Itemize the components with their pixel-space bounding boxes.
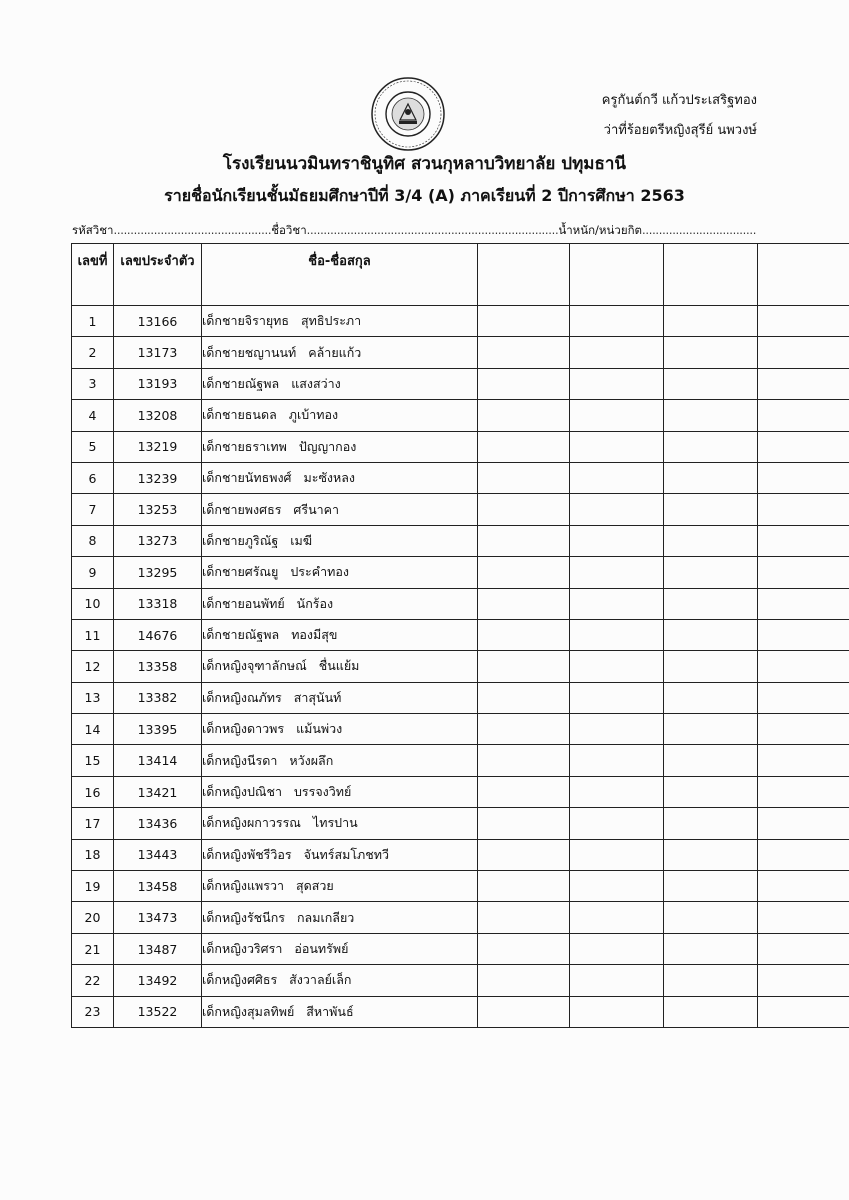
blank-cell [478,776,570,807]
student-first-name: เด็กหญิงพัชรีวิอร [202,846,292,862]
blank-cell [478,588,570,619]
blank-cell [758,306,849,337]
blank-cell [758,651,849,682]
table-row [72,776,849,807]
student-number: 10 [72,588,114,619]
student-surname: ไทรปาน [312,815,358,831]
student-id: 13295 [114,557,202,588]
roster-body [72,306,849,1028]
blank-cell [570,682,664,713]
student-first-name: เด็กชายณัฐพล [202,627,280,643]
student-surname: นักร้อง [296,595,334,611]
student-number: 12 [72,651,114,682]
student-name-cell [202,714,478,745]
blank-cell [478,494,570,525]
student-surname: อ่อนทรัพย์ [294,941,349,956]
blank-cell [664,808,758,839]
student-name-cell [202,588,478,619]
blank-cell [664,682,758,713]
student-surname: สุดสวย [296,878,334,894]
blank-cell [758,494,849,525]
blank-cell [664,462,758,493]
table-row [72,714,849,745]
student-first-name: เด็กหญิงศศิธร [202,972,278,988]
weight-blank: .................................. [642,223,757,237]
table-row [72,965,849,996]
blank-cell [478,651,570,682]
student-id: 13208 [114,400,202,431]
blank-cell [664,431,758,462]
blank-cell [570,933,664,964]
student-number: 6 [72,462,114,493]
student-id: 13173 [114,337,202,368]
blank-cell [758,745,849,776]
table-row [72,337,849,368]
header-full-name: ชื่อ-ชื่อสกุล [202,244,478,306]
student-id: 13193 [114,368,202,399]
student-first-name: เด็กชายพงศธร [202,501,282,517]
blank-cell [570,871,664,902]
student-name-cell [202,808,478,839]
student-surname: คล้ายแก้ว [308,344,362,360]
blank-cell [664,745,758,776]
blank-cell [478,808,570,839]
student-id: 14676 [114,619,202,650]
blank-cell [758,902,849,933]
blank-cell [478,714,570,745]
table-row [72,871,849,902]
blank-cell [570,525,664,556]
blank-cell [570,431,664,462]
table-row [72,588,849,619]
blank-cell [664,902,758,933]
student-name-cell [202,745,478,776]
blank-cell [758,965,849,996]
blank-cell [570,337,664,368]
blank-cell [570,588,664,619]
student-id: 13358 [114,651,202,682]
table-row [72,400,849,431]
student-first-name: เด็กชายธนดล [202,407,277,423]
student-name-cell [202,306,478,337]
student-number: 15 [72,745,114,776]
blank-cell [570,494,664,525]
blank-cell [570,557,664,588]
table-row [72,682,849,713]
blank-cell [664,400,758,431]
blank-cell [570,996,664,1027]
table-row [72,996,849,1027]
student-surname: ปัญญากอง [298,438,357,454]
blank-cell [758,462,849,493]
student-first-name: เด็กชายจิรายุทธ [202,313,290,329]
blank-cell [664,588,758,619]
student-name-cell [202,462,478,493]
student-id: 13473 [114,902,202,933]
header-blank-2 [570,244,664,306]
student-number: 5 [72,431,114,462]
table-row [72,933,849,964]
blank-cell [478,337,570,368]
student-name-cell [202,682,478,713]
student-id: 13522 [114,996,202,1027]
blank-cell [758,776,849,807]
school-seal-logo [370,76,446,152]
table-row [72,525,849,556]
teacher-2: ว่าที่ร้อยตรีหญิงสุรีย์ นพวงษ์ [603,123,757,138]
table-row [72,368,849,399]
blank-cell [478,619,570,650]
student-surname: มะซังหลง [303,470,356,486]
student-first-name: เด็กชายอนพัทย์ [202,595,285,611]
student-surname: แสงสว่าง [291,375,341,391]
student-id: 13273 [114,525,202,556]
blank-cell [478,431,570,462]
student-number: 3 [72,368,114,399]
student-name-cell [202,965,478,996]
blank-cell [570,776,664,807]
blank-cell [758,808,849,839]
blank-cell [664,306,758,337]
student-id: 13458 [114,871,202,902]
blank-cell [570,965,664,996]
blank-cell [570,714,664,745]
blank-cell [478,745,570,776]
table-row [72,651,849,682]
school-title: โรงเรียนนวมินทราชินูทิศ สวนกุหลาบวิทยาลัย ปทุมธานี [222,154,627,174]
blank-cell [478,557,570,588]
student-name-cell [202,525,478,556]
blank-cell [664,776,758,807]
blank-cell [758,839,849,870]
blank-cell [478,368,570,399]
blank-cell [478,400,570,431]
student-name-cell [202,337,478,368]
student-surname: ทองมีสุข [291,627,338,643]
blank-cell [664,996,758,1027]
blank-cell [570,902,664,933]
student-surname: จันทร์สมโภชทวี [303,846,390,862]
student-first-name: เด็กชายธราเทพ [202,438,287,454]
table-row [72,619,849,650]
student-surname: บรรจงวิทย์ [294,784,352,800]
student-number: 22 [72,965,114,996]
student-first-name: เด็กหญิงวริศรา [202,941,283,956]
student-first-name: เด็กหญิงนีรดา [202,752,278,768]
header-blank-1 [478,244,570,306]
table-row [72,431,849,462]
student-number: 23 [72,996,114,1027]
blank-cell [758,400,849,431]
blank-cell [664,337,758,368]
student-first-name: เด็กชายณัฐพล [202,375,280,391]
blank-cell [664,557,758,588]
student-name-cell [202,619,478,650]
subject-code-blank: ............................................... [113,223,272,237]
student-number: 16 [72,776,114,807]
student-id: 13492 [114,965,202,996]
blank-cell [478,306,570,337]
header-blank-4 [758,244,849,306]
student-surname: กลมเกลียว [296,909,355,925]
student-name-cell [202,400,478,431]
student-first-name: เด็กหญิงณภัทร [202,689,282,705]
student-number: 17 [72,808,114,839]
blank-cell [478,871,570,902]
header-number: เลขที่ [72,244,114,306]
student-first-name: เด็กหญิงแพรวา [202,878,285,894]
student-first-name: เด็กหญิงดาวพร [202,721,285,737]
student-number: 11 [72,619,114,650]
blank-cell [758,714,849,745]
blank-cell [570,306,664,337]
student-id: 13421 [114,776,202,807]
student-surname: สาสุนันท์ [293,689,342,705]
student-first-name: เด็กชายนัทธพงศ์ [202,470,292,486]
blank-cell [664,965,758,996]
table-row [72,902,849,933]
student-surname: สีหาพันธ์ [306,1003,354,1019]
student-first-name: เด็กชายศรัณยู [202,564,279,580]
blank-cell [478,682,570,713]
student-number: 14 [72,714,114,745]
student-id: 13487 [114,933,202,964]
weight-label: น้ำหนัก/หน่วยกิต [558,223,642,237]
blank-cell [758,368,849,399]
blank-cell [664,494,758,525]
teacher-list [602,86,757,146]
student-name-cell [202,996,478,1027]
student-id: 13219 [114,431,202,462]
student-id: 13436 [114,808,202,839]
subject-name-blank: ........................................................................... [306,223,559,237]
student-id: 13253 [114,494,202,525]
student-name-cell [202,494,478,525]
student-surname: ศรีนาคา [293,501,340,517]
blank-cell [664,871,758,902]
student-first-name: เด็กชายชญานนท์ [202,344,297,360]
student-name-cell [202,871,478,902]
student-name-cell [202,933,478,964]
blank-cell [478,839,570,870]
blank-cell [664,651,758,682]
student-surname: แม้นพ่วง [296,721,343,737]
blank-cell [570,619,664,650]
student-surname: ภูเบ้าทอง [288,407,339,423]
blank-cell [478,525,570,556]
blank-cell [570,839,664,870]
table-row [72,462,849,493]
table-row [72,494,849,525]
student-id: 13443 [114,839,202,870]
student-id: 13239 [114,462,202,493]
blank-cell [570,745,664,776]
blank-cell [664,619,758,650]
student-name-cell [202,839,478,870]
blank-cell [664,368,758,399]
blank-cell [758,431,849,462]
student-id: 13382 [114,682,202,713]
subject-name-label: ชื่อวิชา [271,223,307,237]
student-first-name: เด็กชายภูริณัฐ [202,532,279,548]
header-student-id: เลขประจำตัว [114,244,202,306]
student-surname: ประคำทอง [290,564,349,580]
student-number: 21 [72,933,114,964]
blank-cell [758,933,849,964]
student-name-cell [202,431,478,462]
blank-cell [478,933,570,964]
blank-cell [664,839,758,870]
student-first-name: เด็กหญิงผกาวรรณ [202,815,301,831]
student-number: 9 [72,557,114,588]
student-roster-table [71,243,849,1028]
blank-cell [664,525,758,556]
blank-cell [570,462,664,493]
blank-cell [758,525,849,556]
student-number: 18 [72,839,114,870]
student-number: 7 [72,494,114,525]
student-surname: เมฆี [290,532,313,548]
table-row [72,557,849,588]
student-surname: สังวาลย์เล็ก [289,972,352,988]
student-first-name: เด็กหญิงจุฑาลักษณ์ [202,658,307,674]
subject-code-label: รหัสวิชา [72,223,114,237]
student-first-name: เด็กหญิงปณิชา [202,784,282,800]
blank-cell [664,714,758,745]
student-surname: หวังผลึก [289,752,334,768]
student-number: 19 [72,871,114,902]
blank-cell [478,462,570,493]
student-id: 13318 [114,588,202,619]
student-name-cell [202,557,478,588]
student-surname: สุทธิประภา [301,313,362,329]
blank-cell [478,965,570,996]
student-name-cell [202,902,478,933]
student-id: 13395 [114,714,202,745]
table-row [72,808,849,839]
student-number: 1 [72,306,114,337]
blank-cell [758,557,849,588]
student-number: 2 [72,337,114,368]
blank-cell [758,682,849,713]
student-name-cell [202,368,478,399]
class-subtitle: รายชื่อนักเรียนชั้นมัธยมศึกษาปีที่ 3/4 (A) ภาคเรียนที่ 2 ปีการศึกษา 2563 [164,186,685,205]
student-number: 4 [72,400,114,431]
student-first-name: เด็กหญิงรัชนีกร [202,909,285,925]
blank-cell [570,808,664,839]
student-name-cell [202,651,478,682]
table-header-row [72,244,849,306]
student-number: 8 [72,525,114,556]
student-id: 13414 [114,745,202,776]
student-surname: ชื่นแย้ม [318,658,360,674]
table-row [72,745,849,776]
subject-fields [72,222,762,240]
blank-cell [478,902,570,933]
blank-cell [570,651,664,682]
student-name-cell [202,776,478,807]
blank-cell [570,400,664,431]
table-row [72,306,849,337]
student-first-name: เด็กหญิงสุมลทิพย์ [202,1003,295,1019]
blank-cell [570,368,664,399]
blank-cell [758,996,849,1027]
blank-cell [758,588,849,619]
student-id: 13166 [114,306,202,337]
blank-cell [478,996,570,1027]
student-number: 13 [72,682,114,713]
blank-cell [758,337,849,368]
student-number: 20 [72,902,114,933]
teacher-1: ครูกันต์กวี แก้วประเสริฐทอง [601,93,757,108]
blank-cell [758,619,849,650]
blank-cell [664,933,758,964]
header-blank-3 [664,244,758,306]
blank-cell [758,871,849,902]
table-row [72,839,849,870]
